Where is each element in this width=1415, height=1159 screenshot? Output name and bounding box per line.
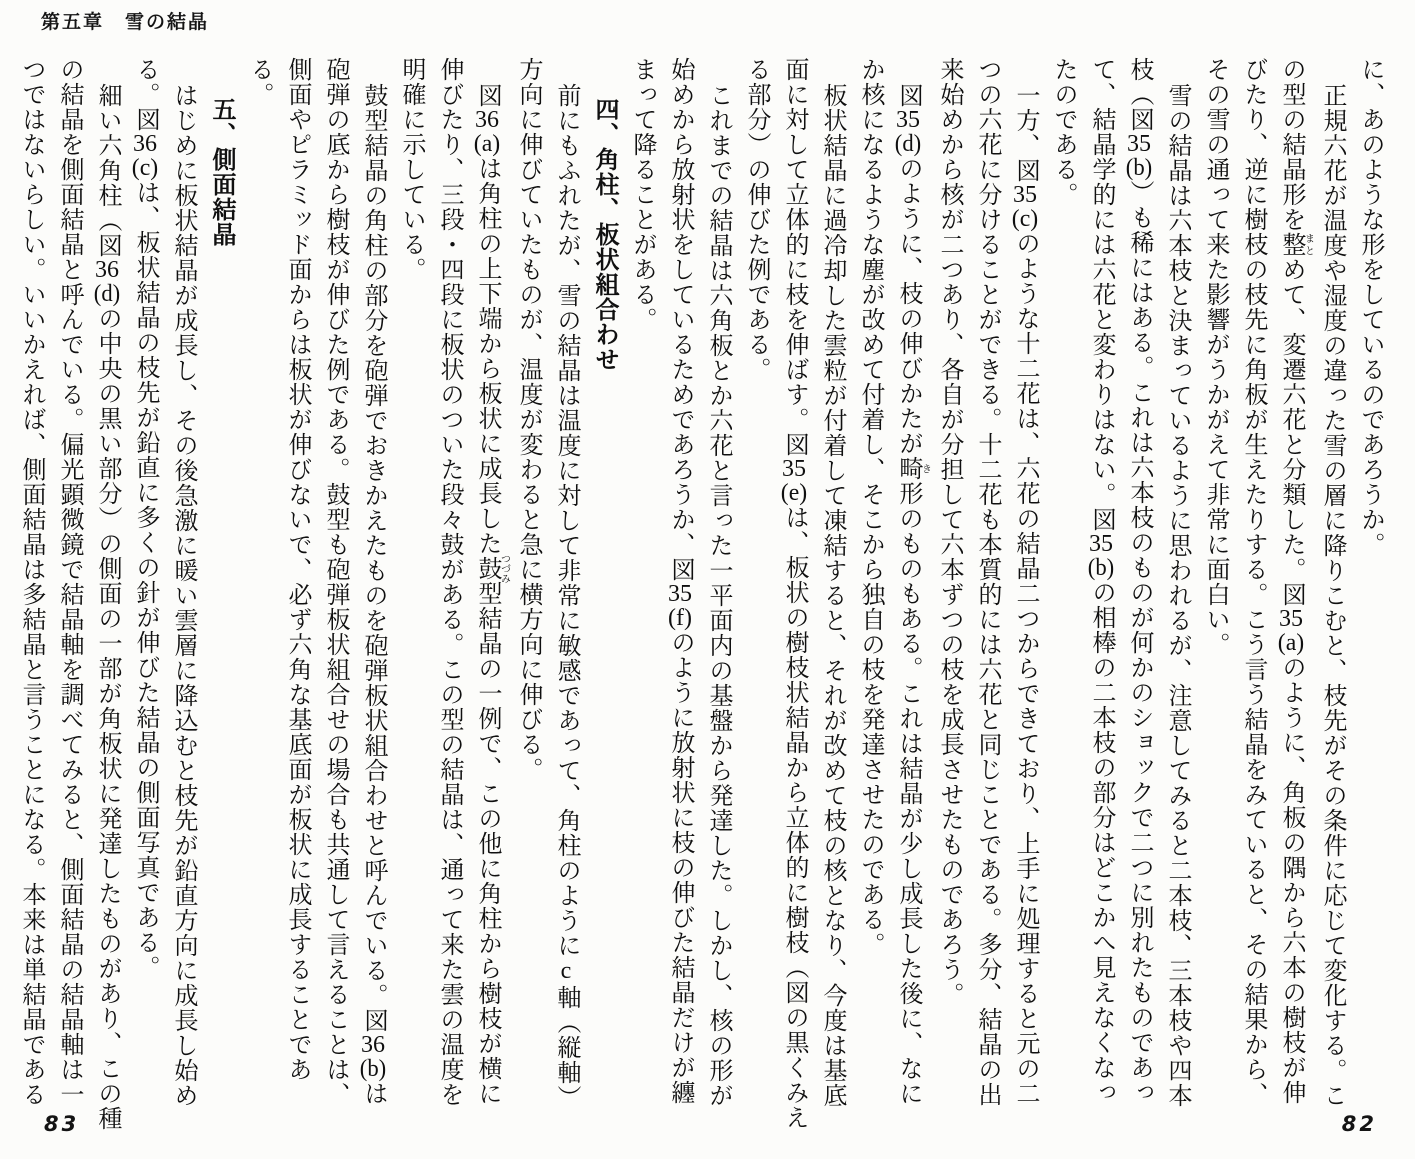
tatechuyoko-run: (d) — [894, 132, 922, 156]
text-line: 前にもふれたが、雪の結晶は温度に対して非常に敏感であって、角柱のようにc軸（縦軸） — [553, 83, 579, 1110]
running-header: 第五章 雪の結晶 — [41, 12, 210, 33]
tatechuyoko-run: 36 — [361, 1033, 385, 1057]
tatechuyoko-run: 35 — [782, 457, 806, 481]
text-line: 伸びたり、三段・四段に板状のついた段々鼓がある。この型の結晶は、通って来た雲の温度を — [436, 57, 462, 1107]
text-line: 始めから放射状をしているためであろうか、図35(f)のように放射状に枝の伸びた結晶だけが纏 — [667, 57, 693, 1105]
tatechuyoko-run: (c) — [1011, 207, 1039, 231]
text-line: る。 — [246, 57, 272, 107]
text-line: 明確に示している。 — [398, 57, 424, 282]
ruby-annotation: 整まと — [1278, 232, 1314, 257]
text-line: はじめに板状結晶が成長し、その後急激に暖い雲層に降込むと枝先が鉛直方向に成長し始め — [170, 83, 196, 1108]
text-line: 図36(a)は角柱の上下端から板状に成長した鼓つづみ型結晶の一例で、この他に角柱から樹枝が横に — [473, 83, 510, 1106]
section-heading: 五、側面結晶 — [208, 97, 235, 247]
tatechuyoko-run: (f) — [668, 606, 692, 630]
text-line: 細い六角柱（図36(d)の中央の黒い部分）の側面の一部が角板状に発達したものがあり、この種 — [93, 83, 121, 1131]
text-line: 枝（図35(b)）も稀にはある。これは六本枝のものが何かのショックで二つに別れたものであっ — [1125, 57, 1153, 1105]
text-line: 鼓型結晶の角柱の部分を砲弾でおきかえたものを砲弾板状組合わせと呼んでいる。図36(b)は — [359, 83, 387, 1106]
text-line: の結晶を側面結晶と呼んでいる。偏光顕微鏡で結晶軸を調べてみると、側面結晶の結晶軸は一 — [56, 57, 82, 1107]
tatechuyoko-run: (d) — [93, 282, 121, 306]
text-line: 方向に伸びていたものが、温度が変わると急に横方向に伸びる。 — [515, 57, 541, 782]
text-line: 一方、図35(c)のような十二花は、六花の結晶二つからできており、上手に処理すると元の二 — [1011, 83, 1039, 1106]
text-line: 正規六花が温度や湿度の違った雪の層に降りこむと、枝先がその条件に応じて変化する。こ — [1319, 83, 1345, 1108]
tatechuyoko-run: 36 — [133, 132, 157, 156]
text-line: その雪の通って来た影響がうかがえて非常に面白い。 — [1202, 57, 1228, 657]
text-line: 側面やピラミッド面からは板状が伸びないで、必ず六角な基底面が板状に成長することであ — [284, 57, 310, 1082]
tatechuyoko-run: 36 — [475, 108, 499, 132]
text-line: る部分）の伸びた例である。 — [743, 57, 769, 382]
text-line: か核になるような塵が改めて付着し、そこから独自の枝を発達させたのである。 — [857, 57, 883, 957]
tatechuyoko-run: 35 — [668, 582, 692, 606]
tatechuyoko-run: (a) — [1277, 631, 1305, 655]
text-line: て、結晶学的には六花と変わりはない。図35(b)の相棒の二本枝の部分はどこかへ見えなくなっ — [1087, 57, 1115, 1105]
section-heading: 四、角柱、板状組合わせ — [591, 97, 618, 372]
text-line: つではないらしい。いいかえれば、側面結晶は多結晶と言うことになる。本来は単結晶である — [18, 57, 44, 1107]
tatechuyoko-run: 35 — [1089, 532, 1113, 556]
text-line: つの六花に分けることができる。十二花も本質的には六花と同じことである。多分、結晶の出 — [974, 57, 1000, 1107]
text-line: 雪の結晶は六本枝と決まっているように思われるが、注意してみると二本枝、三本枝や四本 — [1164, 83, 1190, 1108]
tatechuyoko-run: (b) — [359, 1057, 387, 1081]
text-line: 来始めから核が二つあり、各自が分担して六本ずつの枝を成長させたものであろう。 — [936, 57, 962, 1007]
text-line: たのである。 — [1050, 57, 1076, 207]
text-line: 面に対して立体的に枝を伸ばす。図35(e)は、板状の樹枝状結晶から立体的に樹枝（図の黒くみえ — [780, 57, 808, 1130]
text-line: 板状結晶に過冷却した雲粒が付着して凍結すると、それが改めて枝の核となり、今度は基底 — [819, 83, 845, 1108]
tatechuyoko-run: (b) — [1087, 556, 1115, 580]
text-line: 砲弾の底から樹枝が伸びた例である。鼓型も砲弾板状組合せの場合も共通して言えることは、 — [322, 57, 348, 1107]
text-line: に、あのような形をしているのであろうか。 — [1357, 57, 1383, 557]
tatechuyoko-run: 35 — [1127, 132, 1151, 156]
text-line: 図35(d)のように、枝の伸びかたが畸き形のものもある。これは結晶が少し成長した後に、なに — [894, 83, 931, 1106]
tatechuyoko-run: (b) — [1125, 156, 1153, 180]
text-line: まって降ることがある。 — [629, 57, 655, 332]
ruby-annotation: 鼓つづみ — [474, 553, 510, 584]
tatechuyoko-run: 35 — [896, 108, 920, 132]
tatechuyoko-run: 36 — [95, 258, 119, 282]
vertical-text-block — [12, 57, 1389, 1142]
tatechuyoko-run: 35 — [1279, 607, 1303, 631]
tatechuyoko-run: 35 — [1013, 183, 1037, 207]
text-line: びたり、逆に樹枝の枝先に角板が生えたりする。こう言う結晶をみていると、その結果から、 — [1240, 57, 1266, 1107]
text-line: これまでの結晶は六角板とか六花と言った一平面内の基盤から発達した。しかし、核の形が — [705, 83, 731, 1108]
tatechuyoko-run: (a) — [473, 132, 501, 156]
tatechuyoko-run: (c) — [131, 156, 159, 180]
tatechuyoko-run: (e) — [780, 481, 808, 505]
ruby-annotation: 畸き — [895, 456, 931, 481]
text-line: の型の結晶形を整まとめて、変遷六花と分類した。図35(a)のように、角板の隅から六本の樹枝が伸 — [1277, 57, 1314, 1105]
page-number-left: 83 — [44, 1112, 80, 1136]
page-number-right: 82 — [1341, 1112, 1377, 1136]
text-line: る。図36(c)は、板状結晶の枝先が鉛直に多くの針が伸びた結晶の側面写真である。 — [131, 57, 159, 980]
